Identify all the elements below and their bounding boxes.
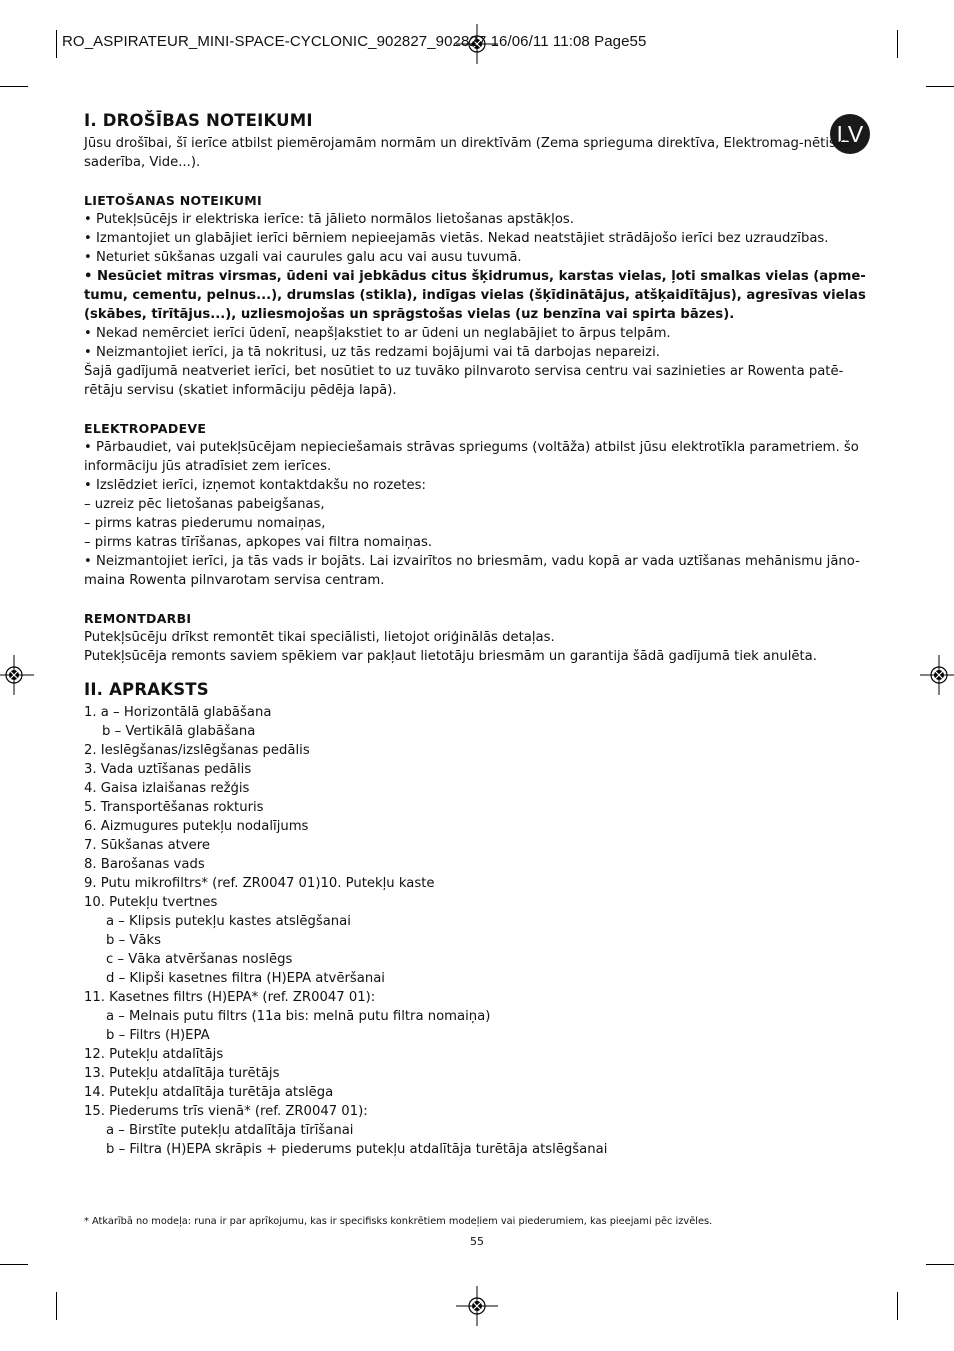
crop-mark [897, 30, 898, 58]
registration-mark-icon [456, 1286, 498, 1326]
repair-paragraph: Putekļsūcēja remonts saviem spēkiem var pakļaut lietotāju briesmām un garantija šādā gadījumā tiek anulēta. [84, 649, 817, 664]
page-number: 55 [470, 1235, 484, 1248]
usage-paragraph: Šajā gadījumā neatveriet ierīci, bet nosūtiet to uz tuvāko pilnvaroto servisa centru vai sazinieties ar Rowenta patē-rētāju servisu (skatiet informāciju pēdēja lapā). [84, 364, 844, 398]
print-slug-header: RO_ASPIRATEUR_MINI-SPACE-CYCLONIC_902827_902827 16/06/11 11:08 Page55 [62, 33, 647, 50]
usage-paragraph: • Putekļsūcējs ir elektriska ierīce: tā jālieto normālos lietošanas apstākļos. [84, 212, 574, 227]
list-item: b – Vertikālā glabāšana [102, 724, 256, 739]
usage-paragraph: • Izmantojiet un glabājiet ierīci bērniem nepieejamās vietās. Nekad neatstājiet strādājošo ierīci bez uzraudzības. [84, 231, 829, 246]
crop-mark [56, 30, 57, 58]
list-item: a – Klipsis putekļu kastes atslēgšanai [106, 914, 351, 929]
list-item: a – Melnais putu filtrs (11a bis: melnā putu filtra nomaiņa) [106, 1009, 491, 1024]
safety-intro: Jūsu drošībai, šī ierīce atbilst piemērojamām normām un direktīvām (Zema sprieguma direktīva, Elektromag-nētiskā saderība, Vide...). [84, 136, 852, 170]
subsection-title-repair: REMONTDARBI [84, 611, 192, 626]
power-paragraph: – pirms katras piederumu nomaiņas, [84, 516, 326, 531]
crop-mark [897, 1292, 898, 1320]
list-item: 13. Putekļu atdalītāja turētājs [84, 1066, 280, 1081]
section-title-safety: I. DROŠĪBAS NOTEIKUMI [84, 111, 313, 130]
list-item: 11. Kasetnes filtrs (H)EPA* (ref. ZR0047 01): [84, 990, 376, 1005]
list-item: 14. Putekļu atdalītāja turētāja atslēga [84, 1085, 334, 1100]
list-item: 3. Vada uztīšanas pedālis [84, 762, 252, 777]
list-item: d – Klipši kasetnes filtra (H)EPA atvēršanai [106, 971, 385, 986]
list-item: a – Birstīte putekļu atdalītāja tīrīšanai [106, 1123, 354, 1138]
crop-mark [926, 1264, 954, 1265]
list-item: 4. Gaisa izlaišanas režģis [84, 781, 250, 796]
list-item: c – Vāka atvēršanas noslēgs [106, 952, 293, 967]
crop-mark [926, 86, 954, 87]
power-paragraph: • Pārbaudiet, vai putekļsūcējam nepieciešamais strāvas spriegums (voltāža) atbilst jūsu elektrotīkla parametriem. šo informāciju jūs atradīsiet zem ierīces. [84, 440, 859, 474]
power-paragraph: – pirms katras tīrīšanas, apkopes vai filtra nomaiņas. [84, 535, 433, 550]
crop-mark [0, 1264, 28, 1265]
list-item: 6. Aizmugures putekļu nodalījums [84, 819, 309, 834]
list-item: b – Vāks [106, 933, 161, 948]
list-item: 5. Transportēšanas rokturis [84, 800, 264, 815]
power-paragraph: • Neizmantojiet ierīci, ja tās vads ir bojāts. Lai izvairītos no briesmām, vadu kopā ar vada uztīšanas mehānismu jāno-maina Rowenta pilnvarotam servisa centram. [84, 554, 860, 588]
registration-mark-icon [0, 655, 34, 695]
registration-mark-icon [920, 655, 954, 695]
usage-paragraph: • Nekad nemērciet ierīci ūdenī, neapšļakstiet to ar ūdeni un neglabājiet to ārpus telpām. [84, 326, 671, 341]
list-item: 12. Putekļu atdalītājs [84, 1047, 224, 1062]
list-item: 8. Barošanas vads [84, 857, 205, 872]
subsection-title-usage: LIETOŠANAS NOTEIKUMI [84, 193, 262, 208]
usage-warning-bold: • Nesūciet mitras virsmas, ūdeni vai jebkādus citus šķidrumus, karstas vielas, ļoti smalkas vielas (apme-tumu, cementu, pelnus...), drumslas (stikla), indīgas vielas (šķīdinātājus, atšķaidītājus), agresīvas vielas (skābes, tīrītājus...), uzliesmojošas un sprāgstošas vielas (uz benzīna vai spirta bāzes). [84, 269, 866, 322]
usage-paragraph: • Neizmantojiet ierīci, ja tā nokritusi, uz tās redzami bojājumi vai tā darbojas nepareizi. [84, 345, 660, 360]
main-content [84, 110, 874, 1159]
list-item: 2. Ieslēgšanas/izslēgšanas pedālis [84, 743, 310, 758]
list-item: 15. Piederums trīs vienā* (ref. ZR0047 01): [84, 1104, 368, 1119]
repair-paragraph: Putekļsūcēju drīkst remontēt tikai speciālisti, lietojot oriģinālās detaļas. [84, 630, 555, 645]
crop-mark [56, 1292, 57, 1320]
list-item: 10. Putekļu tvertnes [84, 895, 218, 910]
power-paragraph: – uzreiz pēc lietošanas pabeigšanas, [84, 497, 325, 512]
section-title-description: II. APRAKSTS [84, 680, 209, 699]
crop-mark [0, 86, 28, 87]
footnote: * Atkarībā no modeļa: runa ir par aprīkojumu, kas ir specifisks konkrētiem modeļiem vai piederumiem, kas pieejami pēc izvēles. [84, 1216, 713, 1227]
language-badge: LV [830, 114, 870, 154]
parts-list [84, 703, 874, 1159]
list-item: 7. Sūkšanas atvere [84, 838, 211, 853]
usage-paragraph: • Neturiet sūkšanas uzgali vai caurules galu acu vai ausu tuvumā. [84, 250, 522, 265]
list-item: 1. a – Horizontālā glabāšana [84, 705, 272, 720]
list-item: b – Filtrs (H)EPA [106, 1028, 210, 1043]
list-item: b – Filtra (H)EPA skrāpis + piederums putekļu atdalītāja turētāja atslēgšanai [106, 1142, 608, 1157]
subsection-title-power: ELEKTROPADEVE [84, 421, 207, 436]
power-paragraph: • Izslēdziet ierīci, izņemot kontaktdakšu no rozetes: [84, 478, 426, 493]
list-item: 9. Putu mikrofiltrs* (ref. ZR0047 01)10. Putekļu kaste [84, 876, 435, 891]
